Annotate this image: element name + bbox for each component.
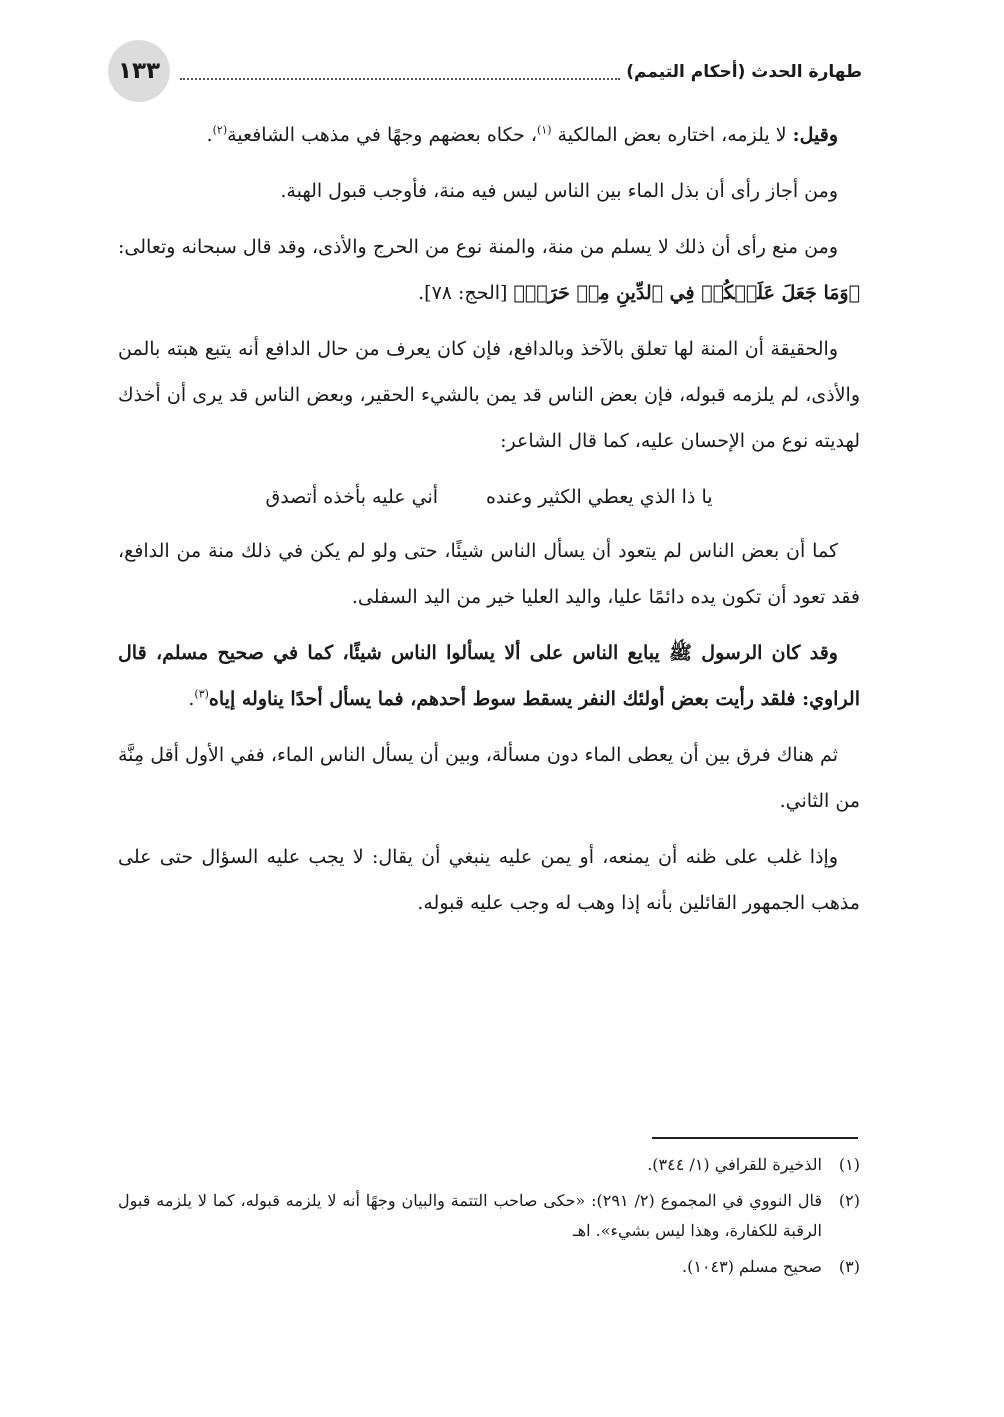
- paragraph-7: ثم هناك فرق بين أن يعطى الماء دون مسألة، وبين أن يسأل الناس الماء، ففي الأول أقل مِنَّة من الثاني.: [118, 744, 860, 812]
- footnote-number: (١): [838, 1155, 860, 1174]
- poem-verse: [118, 474, 860, 520]
- footnote-item: [118, 1186, 860, 1246]
- paragraph-1-text-b: ، حكاه بعضهم وجهًا في مذهب الشافعية: [227, 124, 537, 146]
- footnote-separator: [652, 1137, 858, 1139]
- footnote-number: (٢): [838, 1191, 860, 1210]
- paragraph-4: والحقيقة أن المنة لها تعلق بالآخذ وبالدافع، فإن كان يعرف من حال الدافع أنه يتبع هبته بالمن والأذى، لم يلزمه قبوله، فإن بعض الناس قد يمن بالشيء الحقير، وبعض الناس قد يرى أن أخذك لهديته نوع من الإحسان عليه، كما قال الشاعر:: [118, 338, 860, 452]
- footnote-item: [118, 1150, 860, 1180]
- paragraph-6-end: .: [188, 688, 195, 710]
- paragraph-3: [118, 224, 860, 316]
- footnote-text: قال النووي في المجموع (٢/ ٢٩١): «حكى صاحب التتمة والبيان وجهًا أنه لا يلزمه قبوله، كما لا يلزمه قبول الرقبة للكفارة، وهذا ليس بشيء». اهـ: [118, 1191, 822, 1240]
- footnote-ref-1[interactable]: (١): [536, 123, 552, 137]
- footnote-text: صحيح مسلم (١٠٤٣).: [682, 1257, 822, 1276]
- header-dotted-leader: [180, 78, 620, 80]
- paragraph-6-text: وقد كان الرسول ﷺ يبايع الناس على ألا يسألوا الناس شيئًا، كما في صحيح مسلم، قال الراوي: فلقد رأيت بعض أولئك النفر يسقط سوط أحدهم، فما يسأل أحدًا يناوله إياه: [118, 642, 860, 710]
- footnote-number: (٣): [838, 1257, 860, 1276]
- running-title: طهارة الحدث (أحكام التيمم): [626, 62, 862, 82]
- paragraph-6: [118, 630, 860, 722]
- footnote-text: الذخيرة للقرافي (١/ ٣٤٤).: [647, 1155, 822, 1174]
- page-header: [108, 40, 868, 100]
- header-title-row: [180, 62, 868, 82]
- paragraph-1-lead: وقيل:: [792, 124, 838, 146]
- footnote-item: [118, 1252, 860, 1282]
- footnotes: [118, 1150, 860, 1288]
- paragraph-2: ومن أجاز رأى أن بذل الماء بين الناس ليس فيه منة، فأوجب قبول الهبة.: [280, 180, 838, 202]
- paragraph-3-text: ومن منع رأى أن ذلك لا يسلم من منة، والمنة نوع من الحرج والأذى، وقد قال سبحانه وتعالى:: [118, 236, 838, 258]
- main-text: [118, 112, 860, 936]
- page-number-badge: ١٣٣: [108, 40, 170, 102]
- poem-second-hemistich: أني عليه بأخذه أتصدق: [265, 486, 439, 508]
- quran-verse: ﴿وَمَا جَعَلَ عَلَيۡكُمۡ فِي ٱلدِّينِ مِنۡ حَرَجٖ﴾: [513, 282, 860, 304]
- footnote-ref-2[interactable]: (٢): [212, 123, 228, 137]
- poem-first-hemistich: يا ذا الذي يعطي الكثير وعنده: [486, 486, 713, 508]
- paragraph-1-end: .: [206, 124, 213, 146]
- paragraph-1: [118, 112, 860, 158]
- paragraph-8: وإذا غلب على ظنه أن يمنعه، أو يمن عليه ينبغي أن يقال: لا يجب عليه السؤال حتى على مذهب الجمهور القائلين بأنه إذا وهب له وجب عليه قبوله.: [118, 846, 860, 914]
- quran-citation: [الحج: ٧٨].: [418, 282, 514, 304]
- footnote-ref-3[interactable]: (٣): [194, 687, 209, 701]
- paragraph-1-text-a: لا يلزمه، اختاره بعض المالكية: [551, 124, 793, 146]
- paragraph-5: كما أن بعض الناس لم يتعود أن يسأل الناس شيئًا، حتى ولو لم يكن في ذلك منة من الدافع، فقد تعود أن تكون يده دائمًا عليا، واليد العليا خير من اليد السفلى.: [118, 540, 860, 608]
